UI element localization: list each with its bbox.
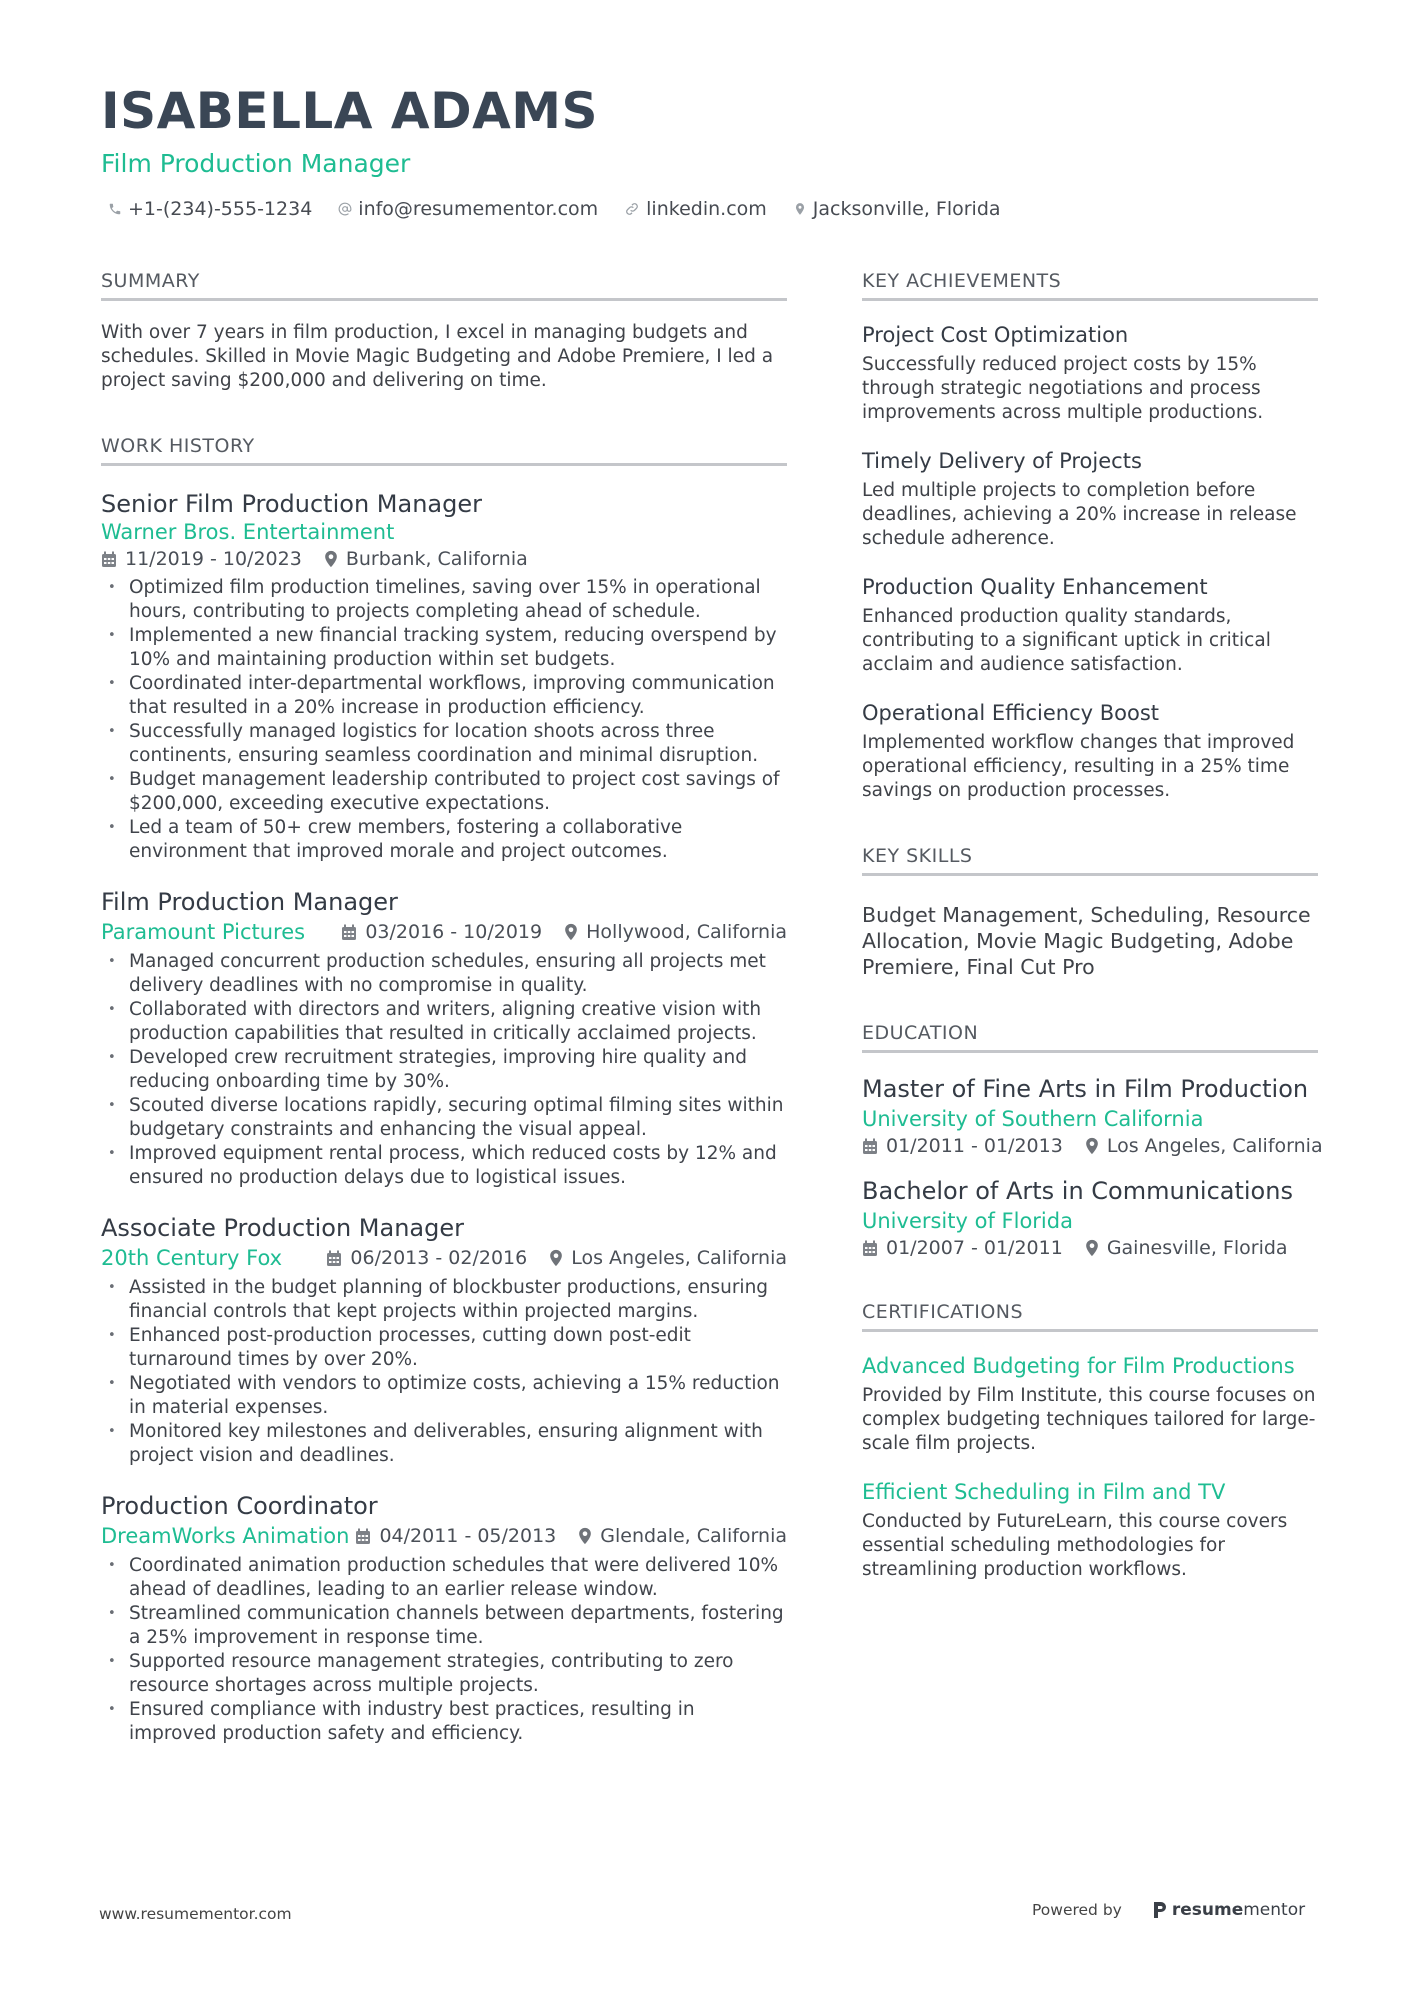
bullet-item: • Budget management leadership contributed to project cost savings of $200,000, exceeding executive expectations. [101, 768, 787, 816]
email-text: info@resumementor.com [358, 198, 599, 220]
company-name: DreamWorks Animation [101, 1524, 350, 1548]
certification-title: Advanced Budgeting for Film Productions [862, 1354, 1295, 1378]
calendar-icon [326, 1250, 342, 1267]
job-title: Film Production Manager [101, 888, 398, 916]
company-name: Warner Bros. Entertainment [101, 520, 395, 544]
job-title: Senior Film Production Manager [101, 490, 482, 518]
candidate-title: Film Production Manager [101, 149, 411, 178]
contact-email[interactable] [338, 198, 598, 220]
achievement-desc: Led multiple projects to completion before deadlines, achieving a 20% increase in release schedule adherence. [862, 480, 1297, 549]
summary-heading: SUMMARY [101, 270, 787, 301]
map-pin-icon [1085, 1137, 1099, 1155]
footer-website[interactable]: www.resumementor.com [99, 1905, 292, 1923]
achievement-item [862, 573, 1318, 677]
calendar-icon [355, 1528, 371, 1545]
achievement-desc: Successfully reduced project costs by 15% through strategic negotiations and process improvements across multiple productions. [862, 354, 1264, 423]
education-heading: EDUCATION [862, 1022, 1318, 1053]
school-name: University of Southern California [862, 1107, 1204, 1131]
certification-item [862, 1478, 1318, 1582]
bullet-item: • Streamlined communication channels between departments, fostering a 25% improvement in response time. [101, 1602, 787, 1650]
at-sign-icon [338, 202, 352, 216]
job-entry [101, 1490, 787, 1746]
job-bullets [101, 576, 787, 864]
job-location: Hollywood, California [586, 921, 787, 943]
link-icon [624, 201, 640, 217]
brand-name-light: mentor [1243, 1900, 1306, 1920]
bullet-item: • Implemented a new financial tracking system, reducing overspend by 10% and maintaining production within set budgets. [101, 624, 787, 672]
job-title: Associate Production Manager [101, 1214, 464, 1242]
achievements-heading: KEY ACHIEVEMENTS [862, 270, 1318, 301]
job-bullets [101, 950, 787, 1190]
certifications-heading: CERTIFICATIONS [862, 1301, 1318, 1332]
job-dates: 03/2016 - 10/2019 [365, 921, 543, 943]
right-column [862, 270, 1323, 1624]
job-title: Production Coordinator [101, 1492, 378, 1520]
job-meta [355, 1525, 787, 1547]
job-entry [101, 886, 787, 1190]
company-name: 20th Century Fox [101, 1246, 283, 1270]
achievements-section [862, 270, 1318, 803]
bullet-item: • Enhanced post-production processes, cutting down post-edit turnaround times by over 20%. [101, 1324, 787, 1372]
education-item [862, 1175, 1318, 1259]
achievement-item [862, 447, 1318, 551]
job-dates: 11/2019 - 10/2023 [125, 548, 302, 570]
school-name: University of Florida [862, 1209, 1073, 1233]
linkedin-text: linkedin.com [646, 198, 767, 220]
phone-icon [108, 202, 122, 216]
map-pin-icon [324, 550, 338, 568]
bullet-item: • Assisted in the budget planning of blockbuster productions, ensuring financial controls that kept projects within projected margins. [101, 1276, 787, 1324]
company-row [101, 1246, 787, 1270]
bullet-item: • Managed concurrent production schedules, ensuring all projects met delivery deadlines with no compromise in quality. [101, 950, 787, 998]
achievement-title: Operational Efficiency Boost [862, 701, 1159, 725]
achievement-title: Production Quality Enhancement [862, 575, 1208, 599]
job-entry [101, 488, 787, 864]
bullet-item: • Collaborated with directors and writers, aligning creative vision with production capabilities that resulted in critically acclaimed projects. [101, 998, 787, 1046]
achievement-item [862, 321, 1318, 425]
achievement-desc: Enhanced production quality standards, contributing to a significant uptick in critical acclaim and audience satisfaction. [862, 606, 1271, 675]
summary-text: With over 7 years in film production, I excel in managing budgets and schedules. Skilled in Movie Magic Budgeting and Adobe Premiere, I led a project saving $200,000 and delivering on time. [101, 322, 774, 391]
achievement-title: Project Cost Optimization [862, 323, 1129, 347]
job-bullets [101, 1554, 787, 1746]
bullet-item: • Successfully managed logistics for location shoots across three continents, ensuring seamless coordination and minimal disruption. [101, 720, 787, 768]
certifications-section [862, 1301, 1318, 1582]
calendar-icon [862, 1240, 878, 1257]
skills-heading: KEY SKILLS [862, 845, 1318, 876]
contact-phone[interactable] [108, 198, 312, 220]
job-meta [326, 1247, 787, 1269]
bullet-item: • Coordinated inter-departmental workflows, improving communication that resulted in a 20% increase in production efficiency. [101, 672, 787, 720]
company-row [101, 1524, 787, 1548]
achievement-item [862, 699, 1318, 803]
bullet-item: • Ensured compliance with industry best practices, resulting in improved production safety and efficiency. [101, 1698, 787, 1746]
achievement-title: Timely Delivery of Projects [862, 449, 1142, 473]
calendar-icon [341, 924, 357, 941]
left-column [101, 270, 787, 1788]
job-meta [341, 921, 787, 943]
bullet-item: • Led a team of 50+ crew members, fostering a collaborative environment that improved morale and project outcomes. [101, 816, 787, 864]
education-meta [862, 1237, 1318, 1259]
education-location: Los Angeles, California [1106, 1135, 1323, 1157]
job-bullets [101, 1276, 787, 1468]
company-row [101, 920, 787, 944]
company-name: Paramount Pictures [101, 920, 306, 944]
skills-section [862, 845, 1318, 980]
certification-desc: Provided by Film Institute, this course focuses on complex budgeting techniques tailored for large-scale film projects. [862, 1385, 1316, 1454]
bullet-item: • Developed crew recruitment strategies, improving hire quality and reducing onboarding time by 30%. [101, 1046, 787, 1094]
education-dates: 01/2007 - 01/2011 [886, 1237, 1063, 1259]
footer-brand [1032, 1900, 1305, 1920]
job-dates: 06/2013 - 02/2016 [350, 1247, 528, 1269]
resumementor-logo-icon [1152, 1900, 1168, 1920]
brand-logo[interactable] [1152, 1900, 1305, 1920]
job-dates: 04/2011 - 05/2013 [379, 1525, 557, 1547]
calendar-icon [101, 551, 117, 568]
certification-item [862, 1352, 1318, 1456]
map-pin-icon [1085, 1239, 1099, 1257]
contact-location [793, 198, 1001, 220]
education-item [862, 1073, 1323, 1157]
contact-linkedin[interactable] [624, 198, 767, 220]
job-location: Los Angeles, California [571, 1247, 787, 1269]
bullet-item: • Negotiated with vendors to optimize costs, achieving a 15% reduction in material expenses. [101, 1372, 787, 1420]
contact-bar [108, 198, 1027, 220]
brand-name-bold: resume [1171, 1900, 1244, 1920]
bullet-item: • Monitored key milestones and deliverables, ensuring alignment with project vision and deadlines. [101, 1420, 787, 1468]
education-section [862, 1022, 1323, 1259]
work-history-section [101, 435, 787, 1746]
achievement-desc: Implemented workflow changes that improved operational efficiency, resulting in a 25% time savings on production processes. [862, 732, 1295, 801]
map-pin-icon [793, 201, 807, 217]
job-meta [101, 548, 787, 570]
phone-text: +1-(234)-555-1234 [128, 198, 313, 220]
map-pin-icon [549, 1249, 563, 1267]
certification-title: Efficient Scheduling in Film and TV [862, 1480, 1226, 1504]
job-entry [101, 1212, 787, 1468]
work-history-heading: WORK HISTORY [101, 435, 787, 466]
bullet-item: • Scouted diverse locations rapidly, securing optimal filming sites within budgetary constraints and enhancing the visual appeal. [101, 1094, 787, 1142]
bullet-item: • Supported resource management strategies, contributing to zero resource shortages across multiple projects. [101, 1650, 787, 1698]
candidate-name: ISABELLA ADAMS [101, 82, 599, 140]
degree-title: Bachelor of Arts in Communications [862, 1177, 1293, 1205]
location-text: Jacksonville, Florida [812, 198, 1001, 220]
bullet-item: • Improved equipment rental process, which reduced costs by 12% and ensured no production delays due to logistical issues. [101, 1142, 787, 1190]
education-location: Gainesville, Florida [1106, 1237, 1288, 1259]
calendar-icon [862, 1138, 878, 1155]
certification-desc: Conducted by FutureLearn, this course covers essential scheduling methodologies for streamlining production workflows. [862, 1511, 1288, 1580]
education-meta [862, 1135, 1323, 1157]
summary-section [101, 270, 787, 393]
bullet-item: • Coordinated animation production schedules that were delivered 10% ahead of deadlines, leading to an earlier release window. [101, 1554, 787, 1602]
degree-title: Master of Fine Arts in Film Production [862, 1075, 1309, 1103]
map-pin-icon [578, 1527, 592, 1545]
education-dates: 01/2011 - 01/2013 [886, 1135, 1063, 1157]
map-pin-icon [564, 923, 578, 941]
powered-by-label: Powered by [1032, 1901, 1122, 1919]
skills-text: Budget Management, Scheduling, Resource Allocation, Movie Magic Budgeting, Adobe Premiere, Final Cut Pro [862, 903, 1311, 979]
job-location: Burbank, California [345, 548, 528, 570]
job-location: Glendale, California [600, 1525, 787, 1547]
bullet-item: • Optimized film production timelines, saving over 15% in operational hours, contributing to projects completing ahead of schedule. [101, 576, 787, 624]
